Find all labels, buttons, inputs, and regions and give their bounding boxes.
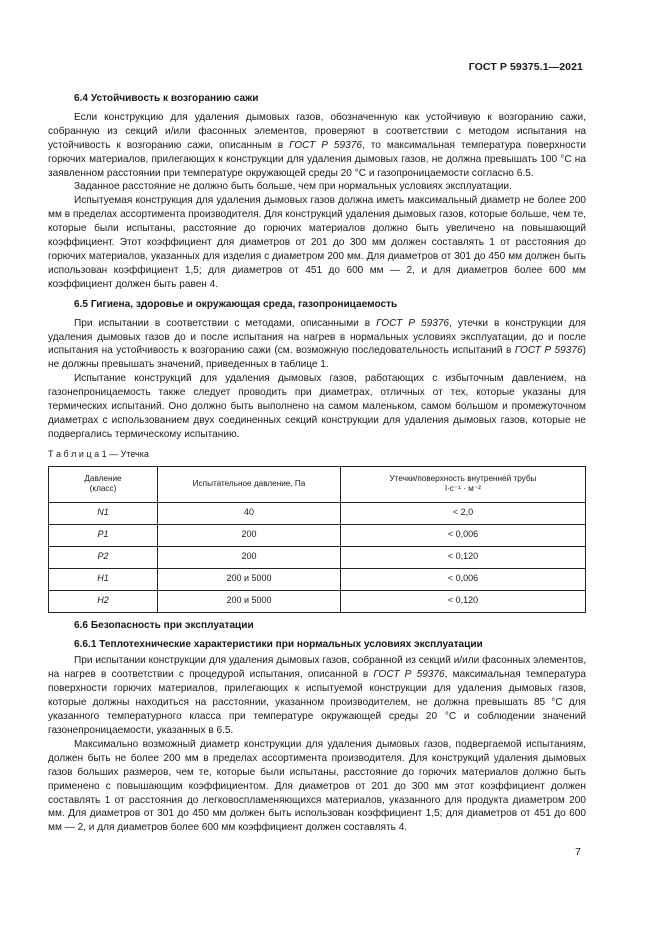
- cell-class: H2: [49, 590, 158, 612]
- cell-leakage: < 0,120: [341, 590, 586, 612]
- cell-class: P1: [49, 524, 158, 546]
- table-caption-title: 1 — Утечка: [99, 448, 149, 459]
- cell-pressure: 200 и 5000: [158, 568, 341, 590]
- document-body: [48, 92, 586, 835]
- standard-reference: ГОСТ Р 59376: [373, 669, 445, 681]
- section-6-6-title: 6.6 Безопасность при эксплуатации: [74, 619, 254, 631]
- table-row: [49, 502, 586, 524]
- document-id-header: ГОСТ Р 59375.1—2021: [468, 61, 583, 73]
- table-caption: [48, 448, 586, 462]
- section-6-6-1-title: 6.6.1 Теплотехнические характеристики при нормальных условиях эксплуатации: [74, 638, 483, 650]
- text-run: ) не должны превышать значений, приведенных в таблице 1.: [48, 345, 586, 371]
- table-row: [49, 524, 586, 546]
- section-6-6-1-paragraph-2: Максимально возможный диаметр конструкции для удаления дымовых газов, подвергаемой испытаниям, должен быть не более 200 мм в пределах ассортимента производителя. Для конструкций удаления дымовых газов больших размеров, чем те, которые были испытаны, расстояние до горючих материалов должно быть применено с повышающим коэффициентом. Для диаметров от 201 до 300 мм этот коэффициент должен составлять 1 от расстояния до легковоспламеняющихся материалов, указанного для продукта диаметром 200 мм. Для диаметров от 301 до 450 мм должен быть использован коэффициент 1,5; для диаметров от 451 до 600 мм — 2, и для диаметров более 600 мм коэффициент должен составлять 4.: [48, 738, 586, 834]
- cell-class: H1: [49, 568, 158, 590]
- cell-leakage: < 0,006: [341, 568, 586, 590]
- cell-class: P2: [49, 546, 158, 568]
- section-6-5-paragraph-2: Испытание конструкций для удаления дымовых газов, работающих с избыточным давлением, на газонепроницаемость также следует проводить при диаметрах, отличных от тех, которые указаны для термических испытаний. Оно должно быть выполнено на самом маленьком, самом большом и промежуточном диаметрах с использованием двух соединенных секций конструкции для удаления дымовых газов, которые не подвергались термическому испытанию.: [48, 373, 586, 440]
- table-caption-prefix: Т а б л и ц а: [48, 448, 100, 459]
- section-6-4-paragraph-1: [48, 111, 586, 181]
- page-number: 7: [575, 846, 581, 858]
- cell-leakage: < 2,0: [341, 502, 586, 524]
- cell-pressure: 40: [158, 502, 341, 524]
- header-test-pressure: Испытательное давление, Па: [158, 466, 341, 502]
- standard-reference: ГОСТ Р 59376: [376, 317, 450, 329]
- section-6-4-paragraph-2: Заданное расстояние не должно быть больше, чем при нормальных условиях эксплуатации.: [74, 181, 512, 193]
- cell-leakage: < 0,006: [341, 524, 586, 546]
- cell-pressure: 200: [158, 524, 341, 546]
- text-run: При испытании в соответствии с методами, описанными в: [74, 317, 377, 329]
- header-text: l·с⁻¹ · м⁻²: [445, 484, 481, 494]
- table-row: [49, 590, 586, 612]
- text-run: Если конструкцию для удаления дымовых газов, обозначенную как устойчивую к возгоранию сажи, собранную из секций и/или фасонных элементов, проверяют в соответствии с методом испытания на устойчивость к возгоранию сажи, описанным в: [48, 111, 586, 151]
- leakage-table: [48, 466, 586, 613]
- cell-pressure: 200 и 5000: [158, 590, 341, 612]
- text-run: , максимальная температура поверхности горючих материалов, прилегающих к испытуемой конструкции для удаления дымовых газов, которые должны находиться на расстоянии, указанном производителем, не должна превышать 85 °С для указанного температурного класса при температуре окружающей среды 20 °С и соблюдении значений газонепроницаемости, указанных в 6.5.: [48, 669, 586, 736]
- cell-pressure: 200: [158, 546, 341, 568]
- header-text: Утечки/поверхность внутренней трубы: [389, 474, 537, 484]
- header-pressure-class: [49, 466, 158, 502]
- standard-reference: ГОСТ Р 59376: [289, 139, 362, 151]
- header-text: (класс): [89, 484, 117, 494]
- section-6-6-1-paragraph-1: [48, 654, 586, 737]
- text-run: , то максимальная температура поверхности горючих материалов, прилегающих к конструкции для удаления дымовых газов, не должна превышать 100 °С на заявленном расстоянии при температуре окружающей среды 20 °С и газопроницаемости согласно 6.5.: [48, 139, 586, 179]
- header-text: Давление: [84, 474, 122, 484]
- section-6-5-title: 6.5 Гигиена, здоровье и окружающая среда, газопроницаемость: [74, 298, 398, 310]
- table-header-row: [49, 466, 586, 502]
- table-row: [49, 568, 586, 590]
- cell-class: N1: [49, 502, 158, 524]
- section-6-4-paragraph-3: Испытуемая конструкция для удаления дымовых газов должна иметь максимальный диаметр не более 200 мм в пределах ассортимента производителя. Для конструкций удаления дымовых газов, которые больше, чем те, которые были испытаны, расстояние до горючих материалов должно быть увеличено на повышающий коэффициент. Этот коэффициент для диаметров от 201 до 300 мм должен составлять 1 от расстояния до горючих материалов, указанных для изделия с диаметром 200 мм. Для диаметров от 301 до 450 мм должен быть использован коэффициент 1,5; для диаметров от 451 до 600 мм — 2, и для диаметров более 600 мм коэффициент должен быть равен 4.: [48, 195, 586, 290]
- section-6-4-title: 6.4 Устойчивость к возгоранию сажи: [74, 93, 259, 104]
- cell-leakage: < 0,120: [341, 546, 586, 568]
- table-row: [49, 546, 586, 568]
- standard-reference: ГОСТ Р 59376: [514, 345, 583, 357]
- text-run: , утечки в конструкции для удаления дымовых газов до и после испытания на нагрев в нормальных условиях эксплуатации, до и после испытания на устойчивость к возгоранию сажи (см. возможную последовательность испытаний в: [48, 317, 586, 357]
- header-leakage: [341, 466, 586, 502]
- text-run: При испытании конструкции для удаления дымовых газов, собранной из секций и/или фасонных элементов, на нагрев в соответствии с процедурой испытания, описанной в: [48, 655, 586, 681]
- section-6-5-paragraph-1: [48, 317, 586, 373]
